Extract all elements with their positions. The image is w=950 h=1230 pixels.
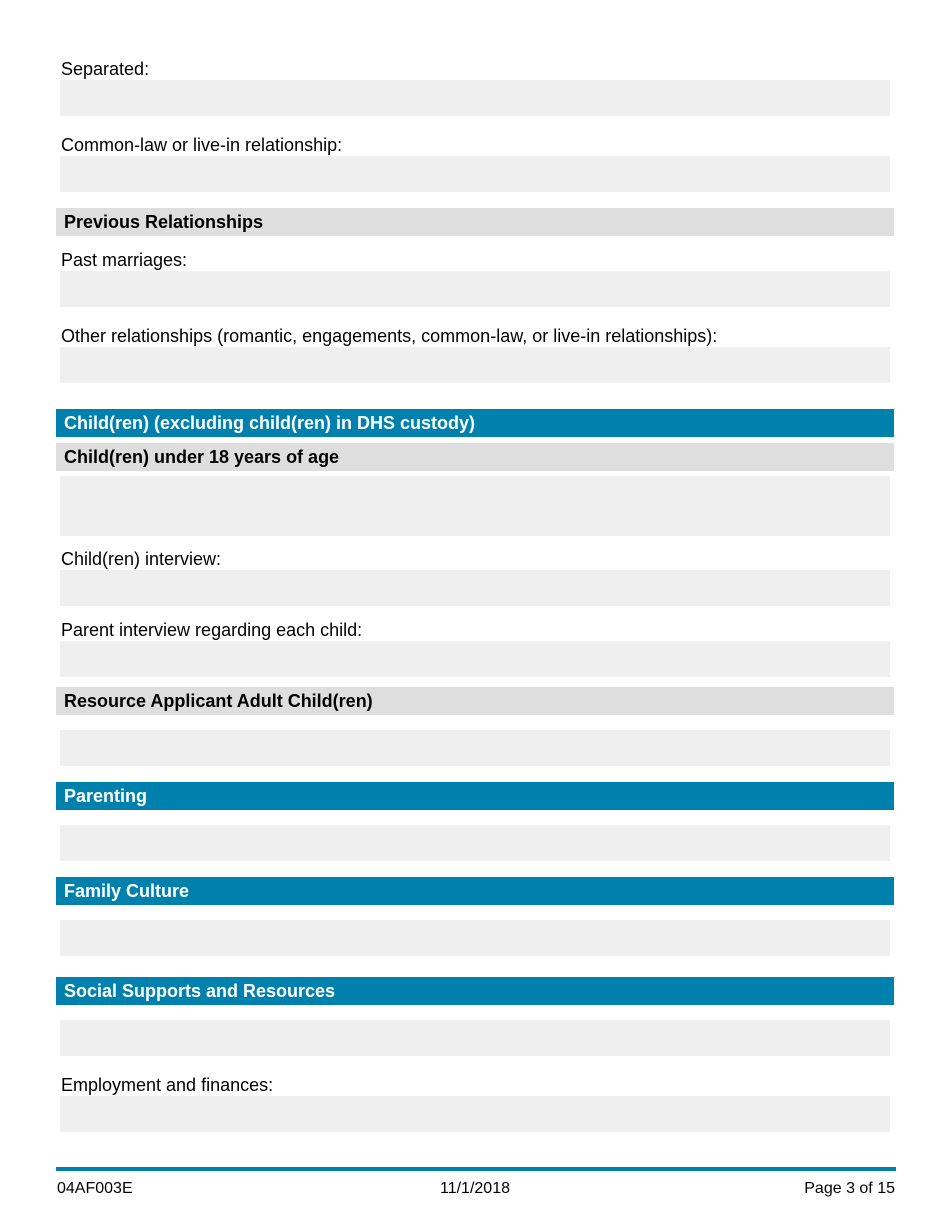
children-under-18-heading: Child(ren) under 18 years of age (56, 443, 894, 471)
common-law-field[interactable] (60, 156, 890, 192)
footer-page-number: Page 3 of 15 (804, 1180, 895, 1197)
employment-field[interactable] (60, 1096, 890, 1132)
previous-relationships-heading: Previous Relationships (56, 208, 894, 236)
footer-date: 11/1/2018 (440, 1180, 510, 1197)
parenting-section-heading: Parenting (56, 782, 894, 810)
common-law-label: Common-law or live-in relationship: (61, 135, 343, 155)
family-culture-section-heading: Family Culture (56, 877, 894, 905)
parent-interview-field[interactable] (60, 641, 890, 677)
separated-field[interactable] (60, 80, 890, 116)
social-supports-field[interactable] (60, 1020, 890, 1056)
footer-form-number: 04AF003E (57, 1180, 133, 1197)
adult-children-heading: Resource Applicant Adult Child(ren) (56, 687, 894, 715)
adult-children-field[interactable] (60, 730, 890, 766)
parent-interview-label: Parent interview regarding each child: (61, 620, 363, 640)
parenting-field[interactable] (60, 825, 890, 861)
past-marriages-field[interactable] (60, 271, 890, 307)
children-under-18-field[interactable] (60, 476, 890, 536)
other-relationships-label: Other relationships (romantic, engagements, common-law, or live-in relationships): (61, 326, 718, 346)
family-culture-field[interactable] (60, 920, 890, 956)
employment-label: Employment and finances: (61, 1075, 274, 1095)
separated-label: Separated: (61, 59, 150, 79)
children-interview-label: Child(ren) interview: (61, 549, 222, 569)
footer-divider (56, 1167, 896, 1171)
children-section-heading: Child(ren) (excluding child(ren) in DHS custody) (56, 409, 894, 437)
social-supports-section-heading: Social Supports and Resources (56, 977, 894, 1005)
other-relationships-field[interactable] (60, 347, 890, 383)
children-interview-field[interactable] (60, 570, 890, 606)
past-marriages-label: Past marriages: (61, 250, 188, 270)
